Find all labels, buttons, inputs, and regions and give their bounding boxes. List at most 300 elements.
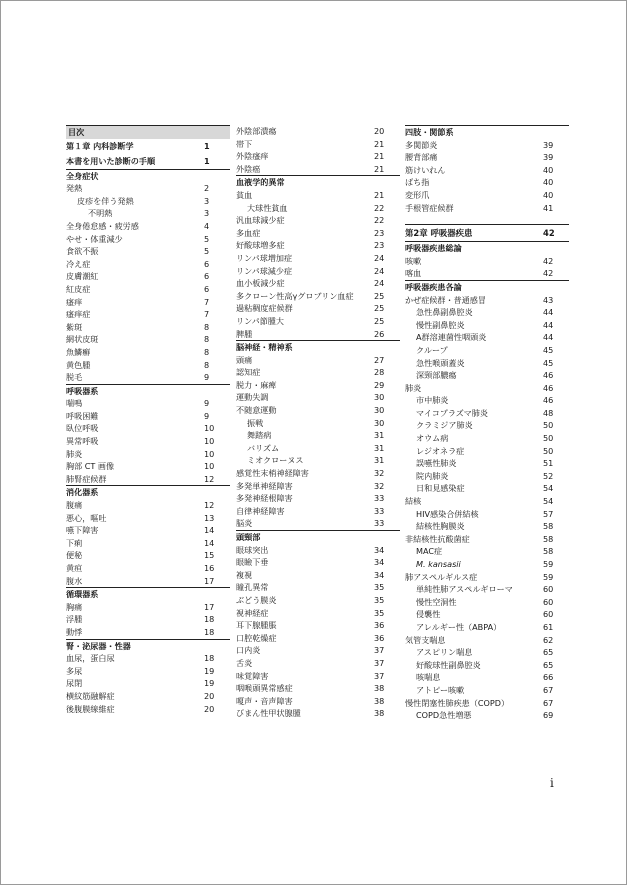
toc-entry-title: 耳下腺腫脹 — [236, 620, 277, 631]
toc-entry — [236, 492, 400, 505]
toc-entry-page: 20 — [374, 126, 385, 136]
toc-entry — [66, 460, 230, 473]
toc-subentry — [236, 429, 400, 442]
toc-entry-title: 嗄声・音声障害 — [236, 695, 293, 706]
toc-entry-title: 目次 — [68, 127, 85, 137]
toc-entry-title: 大球性貧血 — [247, 202, 288, 213]
toc-entry-title: バリズム — [247, 442, 280, 453]
toc-entry-page: 21 — [374, 189, 385, 200]
toc-entry-page: 35 — [374, 582, 385, 593]
toc-entry — [236, 556, 400, 569]
toc-entry — [66, 613, 230, 626]
toc-subentry — [405, 596, 569, 609]
toc-entry-title: 院内肺炎 — [416, 470, 449, 481]
toc-entry-title: 消化器系 — [66, 487, 99, 498]
page-number: i — [550, 776, 554, 790]
toc-entry — [236, 379, 400, 392]
toc-entry-page: 23 — [374, 227, 385, 238]
toc-entry-page: 20 — [204, 690, 215, 701]
toc-entry-page: 29 — [374, 379, 385, 390]
toc-entry-title: 黄疸 — [66, 563, 83, 573]
toc-entry — [405, 571, 569, 584]
toc-entry-title: 魚鱗癬 — [66, 346, 91, 357]
toc-entry-title: 慢性副鼻腔炎 — [416, 319, 465, 330]
toc-entry-title: 口内炎 — [236, 645, 261, 656]
toc-entry-title: 単純性肺アスペルギローマ — [416, 584, 513, 595]
toc-entry-title: 腹水 — [66, 575, 83, 586]
toc-entry-page: 18 — [204, 626, 215, 637]
toc-entry — [66, 448, 230, 461]
toc-section-heading — [236, 340, 400, 354]
toc-entry-title: 慢性空洞性 — [416, 596, 457, 607]
toc-entry-title: 帯下 — [236, 138, 253, 149]
toc-section-heading — [66, 384, 230, 398]
toc-entry-title: 頭痛 — [236, 354, 253, 365]
toc-entry-page: 34 — [374, 557, 385, 568]
toc-subentry — [405, 445, 569, 458]
toc-entry — [66, 397, 230, 410]
toc-entry-page: 15 — [204, 550, 215, 561]
toc-entry-page: 31 — [374, 455, 385, 466]
toc-entry-page: 30 — [374, 392, 385, 403]
toc-entry-title: 瘙痒 — [66, 296, 83, 307]
toc-entry-title: 運動失調 — [236, 392, 269, 403]
toc-entry-page: 22 — [374, 202, 385, 213]
toc-section-heading — [405, 241, 569, 255]
toc-entry-title: 急性鼻副鼻腔炎 — [416, 307, 473, 318]
toc-entry-page: 25 — [374, 290, 385, 301]
toc-entry — [236, 315, 400, 328]
toc-entry-page: 19 — [204, 665, 215, 676]
toc-entry-page: 46 — [543, 370, 554, 381]
toc-entry-page: 10 — [204, 423, 215, 434]
toc-entry-page: 65 — [543, 659, 554, 670]
toc-entry — [236, 632, 400, 645]
toc-entry-title: リンパ球増加症 — [236, 252, 293, 263]
toc-section-heading — [66, 169, 230, 183]
toc-entry — [66, 233, 230, 246]
toc-entry-title: 肺炎 — [66, 448, 83, 459]
toc-entry-page: 6 — [204, 271, 210, 282]
toc-entry-title: 循環器系 — [66, 589, 99, 600]
toc-entry — [236, 682, 400, 695]
toc-subentry — [405, 319, 569, 332]
toc-entry-title: びまん性甲状腺腫 — [236, 708, 301, 719]
toc-entry-page: 66 — [543, 672, 554, 683]
toc-entry-title: 脱力・麻痺 — [236, 379, 277, 390]
toc-entry — [66, 220, 230, 233]
toc-entry-page: 24 — [374, 252, 385, 263]
toc-entry-title: 多血症 — [236, 227, 261, 238]
toc-entry-title: 呼吸困難 — [66, 410, 99, 421]
toc-entry-page: 69 — [543, 710, 554, 721]
toc-entry — [405, 176, 569, 189]
toc-entry-title: 皮疹を伴う発熱 — [77, 195, 134, 206]
toc-entry-page: 21 — [374, 138, 385, 149]
toc-entry — [236, 277, 400, 290]
toc-title — [66, 125, 230, 139]
toc-entry-title: 外陰部潰瘍 — [236, 126, 277, 136]
toc-entry-title: 不随意運動 — [236, 405, 277, 416]
toc-subentry — [66, 207, 230, 220]
toc-entry — [236, 695, 400, 708]
toc-entry-title: アスピリン喘息 — [416, 647, 473, 658]
toc-entry — [236, 594, 400, 607]
toc-entry-page: 26 — [374, 328, 385, 339]
toc-entry — [405, 151, 569, 164]
toc-entry-title: 脳神経・精神系 — [236, 342, 293, 353]
toc-entry-title: 誤嚥性肺炎 — [416, 458, 457, 469]
toc-entry — [66, 182, 230, 195]
toc-entry-title: 下痢 — [66, 537, 83, 548]
toc-entry — [66, 473, 230, 486]
toc-entry-title: クラミジア肺炎 — [416, 420, 473, 431]
toc-entry — [66, 359, 230, 372]
toc-entry-title: 筋けいれん — [405, 164, 446, 175]
toc-entry — [236, 391, 400, 404]
toc-entry — [66, 422, 230, 435]
toc-entry — [66, 296, 230, 309]
toc-entry-page: 24 — [374, 265, 385, 276]
toc-entry-page: 1 — [204, 155, 210, 166]
toc-entry-title: 脾腫 — [236, 328, 253, 339]
toc-entry-page: 19 — [204, 678, 215, 689]
toc-entry-page: 5 — [204, 233, 210, 244]
toc-entry-page: 18 — [204, 653, 215, 664]
toc-entry-page: 12 — [204, 473, 215, 484]
toc-entry-page: 50 — [543, 445, 554, 456]
toc-entry-title: オウム病 — [416, 433, 449, 444]
toc-entry-page: 28 — [374, 367, 385, 378]
toc-entry-page: 58 — [543, 546, 554, 557]
toc-section-heading — [405, 125, 569, 139]
toc-entry-page: 8 — [204, 359, 210, 370]
toc-entry-page: 6 — [204, 283, 210, 294]
toc-entry — [236, 707, 400, 720]
toc-entry-page: 17 — [204, 601, 215, 612]
toc-entry — [66, 258, 230, 271]
toc-entry-title: 瞳孔異常 — [236, 582, 269, 593]
toc-entry-page: 12 — [204, 500, 215, 511]
toc-entry-page: 59 — [543, 571, 554, 582]
toc-entry-page: 1 — [204, 140, 210, 151]
toc-entry-title: リンパ球減少症 — [236, 265, 293, 276]
toc-entry — [236, 544, 400, 557]
toc-section-heading — [66, 485, 230, 499]
toc-entry-title: ミオクローヌス — [247, 455, 304, 466]
toc-entry-page: 30 — [374, 405, 385, 416]
toc-entry-page: 58 — [543, 521, 554, 532]
toc-entry-page: 38 — [374, 708, 385, 719]
toc-entry-title: 胸痛 — [66, 601, 83, 612]
toc-entry-page: 50 — [543, 420, 554, 431]
toc-entry-title: やせ・体重減少 — [66, 233, 123, 244]
toc-entry — [405, 697, 569, 710]
toc-entry-page: 7 — [204, 296, 210, 307]
toc-entry-title: 紅皮症 — [66, 283, 91, 294]
toc-entry — [236, 644, 400, 657]
toc-entry-page: 21 — [374, 163, 385, 174]
toc-entry-title: 血液学的異常 — [236, 177, 285, 188]
toc-entry-page: 58 — [543, 533, 554, 544]
toc-subentry — [405, 520, 569, 533]
toc-entry — [236, 227, 400, 240]
toc-entry-title: 外陰瘙痒 — [236, 151, 269, 162]
toc-entry-title: 舌炎 — [236, 657, 253, 668]
toc-entry-page: 30 — [374, 417, 385, 428]
toc-entry-title: 悪心，嘔吐 — [66, 512, 107, 523]
toc-entry-title: アレルギー性（ABPA） — [416, 621, 502, 632]
toc-entry-page: 35 — [374, 594, 385, 605]
toc-subentry — [405, 583, 569, 596]
toc-entry-title: M. kansasii — [416, 559, 461, 569]
toc-entry — [66, 626, 230, 639]
toc-entry-title: 眼瞼下垂 — [236, 557, 269, 568]
toc-entry — [405, 255, 569, 268]
toc-entry-title: 舞踏病 — [247, 430, 272, 441]
toc-entry-page: 33 — [374, 518, 385, 529]
toc-entry-page: 46 — [543, 395, 554, 406]
toc-entry-title: 眼球突出 — [236, 544, 269, 555]
toc-entry-title: 食欲不振 — [66, 246, 99, 257]
toc-entry — [66, 562, 230, 575]
toc-entry — [66, 512, 230, 525]
toc-subentry — [236, 454, 400, 467]
toc-entry — [66, 245, 230, 258]
toc-entry-page: 17 — [204, 575, 215, 586]
toc-entry-title: 臥位呼吸 — [66, 423, 99, 434]
toc-entry-title: 気管支喘息 — [405, 634, 446, 645]
toc-entry — [66, 537, 230, 550]
toc-chapter — [66, 154, 230, 169]
toc-entry — [236, 138, 400, 151]
toc-entry-title: 認知症 — [236, 367, 261, 378]
toc-entry-page: 39 — [543, 152, 554, 163]
toc-entry-page: 6 — [204, 258, 210, 269]
toc-subentry — [405, 482, 569, 495]
toc-entry-page: 42 — [543, 255, 554, 266]
toc-entry-title: 結核性胸膜炎 — [416, 521, 465, 532]
toc-entry — [236, 163, 400, 176]
toc-subentry — [405, 659, 569, 672]
toc-entry-title: 腰背部痛 — [405, 152, 438, 163]
toc-entry-page: 18 — [204, 614, 215, 625]
toc-entry-page: 27 — [374, 354, 385, 365]
toc-entry-title: 脳炎 — [236, 518, 253, 529]
toc-entry-page: 8 — [204, 346, 210, 357]
toc-entry-page: 45 — [543, 344, 554, 355]
toc-subentry — [405, 306, 569, 319]
toc-subentry — [405, 344, 569, 357]
toc-entry — [66, 690, 230, 703]
toc-entry — [236, 125, 400, 138]
toc-entry — [236, 517, 400, 530]
toc-entry-title: 肺炎 — [405, 382, 422, 393]
toc-entry-title: HIV感染合併結核 — [416, 508, 479, 519]
toc-entry-page: 13 — [204, 512, 215, 523]
toc-entry-page: 59 — [543, 559, 554, 569]
toc-entry — [236, 290, 400, 303]
toc-section-heading — [236, 175, 400, 189]
toc-entry-page: 38 — [374, 683, 385, 694]
toc-entry-page: 3 — [204, 195, 210, 206]
toc-entry-title: 便秘 — [66, 550, 83, 561]
toc-entry-page: 37 — [374, 645, 385, 656]
toc-subentry — [236, 202, 400, 215]
toc-entry-title: 侵襲性 — [416, 609, 441, 620]
toc-column-1 — [66, 125, 230, 715]
toc-entry-title: 口腔乾燥症 — [236, 632, 277, 643]
toc-subentry — [405, 357, 569, 370]
toc-entry-page: 9 — [204, 410, 210, 421]
toc-entry — [236, 252, 400, 265]
toc-entry-page: 33 — [374, 493, 385, 504]
toc-entry-title: 網状皮斑 — [66, 334, 99, 345]
toc-entry-title: 皮膚潮紅 — [66, 271, 99, 282]
toc-entry-title: 腎・泌尿器・性器 — [66, 640, 131, 651]
toc-entry-page: 57 — [543, 508, 554, 519]
toc-entry-title: 多発単神経障害 — [236, 480, 293, 491]
toc-entry — [236, 404, 400, 417]
toc-entry-title: 呼吸器系 — [66, 385, 99, 396]
toc-entry-title: 紫斑 — [66, 321, 83, 332]
toc-subentry — [405, 432, 569, 445]
toc-entry-page: 40 — [543, 189, 554, 200]
toc-entry-title: クループ — [416, 344, 448, 355]
toc-entry-page: 40 — [543, 164, 554, 175]
toc-entry-title: 異常呼吸 — [66, 436, 99, 447]
toc-entry-page: 44 — [543, 307, 554, 318]
toc-entry-title: 第2章 呼吸器疾患 — [405, 228, 473, 239]
toc-section-heading — [236, 530, 400, 544]
toc-entry-page: 50 — [543, 433, 554, 444]
toc-entry — [405, 139, 569, 152]
toc-subentry — [405, 709, 569, 722]
toc-entry-page: 43 — [543, 294, 554, 305]
toc-subentry — [236, 417, 400, 430]
toc-entry-title: A群溶連菌性咽頭炎 — [416, 332, 487, 343]
toc-entry — [405, 267, 569, 280]
toc-entry — [236, 581, 400, 594]
toc-entry — [66, 371, 230, 384]
toc-entry-title: 慢性閉塞性肺疾患（COPD） — [405, 697, 510, 708]
toc-entry — [66, 549, 230, 562]
toc-entry-title: 振戦 — [247, 417, 264, 428]
toc-entry — [236, 657, 400, 670]
toc-entry-title: 複視 — [236, 569, 253, 580]
toc-entry-title: 四肢・関節系 — [405, 127, 454, 137]
toc-entry-title: 視神経症 — [236, 607, 269, 618]
toc-entry — [236, 480, 400, 493]
toc-entry-title: 過粘稠度症候群 — [236, 303, 293, 314]
toc-entry-title: 腹痛 — [66, 500, 83, 511]
toc-entry — [236, 670, 400, 683]
toc-entry-page: 8 — [204, 334, 210, 345]
toc-entry-page: 39 — [543, 139, 554, 150]
toc-entry — [66, 435, 230, 448]
toc-entry-page: 20 — [204, 703, 215, 714]
toc-section-heading — [66, 639, 230, 653]
toc-entry-page: 38 — [374, 695, 385, 706]
toc-entry-title: 尿閉 — [66, 678, 83, 689]
toc-entry — [236, 150, 400, 163]
toc-entry-title: 横紋筋融解症 — [66, 690, 115, 701]
toc-entry-page: 14 — [204, 537, 215, 548]
toc-entry-title: 喘鳴 — [66, 398, 83, 409]
toc-entry-page: 36 — [374, 632, 385, 643]
toc-entry-page: 10 — [204, 461, 215, 472]
toc-entry — [66, 652, 230, 665]
toc-subentry — [405, 558, 569, 571]
toc-entry-title: リンパ節腫大 — [236, 315, 284, 326]
toc-entry-page: 32 — [374, 480, 385, 491]
toc-entry-title: COPD急性増悪 — [416, 710, 472, 721]
toc-entry-title: 好酸球性副鼻腔炎 — [416, 659, 481, 670]
toc-entry-page: 60 — [543, 609, 554, 620]
toc-subentry — [405, 394, 569, 407]
toc-entry-title: 冷え症 — [66, 258, 91, 269]
toc-entry-title: 感覚性末梢神経障害 — [236, 468, 309, 479]
toc-entry-page: 60 — [543, 596, 554, 607]
toc-entry — [66, 308, 230, 321]
toc-entry — [405, 202, 569, 215]
toc-entry-title: 貧血 — [236, 189, 253, 200]
toc-entry-title: 自律神経障害 — [236, 505, 285, 516]
toc-entry-page: 42 — [543, 268, 554, 279]
toc-subentry — [405, 671, 569, 684]
toc-entry — [236, 189, 400, 202]
toc-entry-page: 46 — [543, 382, 554, 393]
toc-entry-title: 日和見感染症 — [416, 483, 465, 494]
toc-entry-title: 咳嗽 — [405, 255, 422, 266]
toc-subentry — [405, 369, 569, 382]
toc-entry-title: 多尿 — [66, 665, 83, 676]
toc-entry-title: 喀血 — [405, 268, 422, 279]
toc-entry-page: 44 — [543, 319, 554, 330]
toc-entry — [66, 575, 230, 588]
toc-entry-title: かぜ症候群・普通感冒 — [405, 294, 486, 305]
toc-entry-page: 67 — [543, 684, 554, 695]
toc-entry-title: 本書を用いた診断の手順 — [66, 155, 156, 166]
toc-entry-title: 不明熱 — [88, 208, 113, 219]
toc-entry-page: 34 — [374, 544, 385, 555]
toc-entry-title: 頭頸部 — [236, 532, 261, 542]
toc-entry-title: 手根管症候群 — [405, 202, 454, 213]
toc-entry — [236, 354, 400, 367]
toc-entry — [66, 601, 230, 614]
toc-entry-page: 25 — [374, 303, 385, 314]
toc-subentry — [405, 608, 569, 621]
toc-entry-title: 深頸部膿瘍 — [416, 370, 457, 381]
toc-subentry — [236, 442, 400, 455]
toc-entry — [66, 524, 230, 537]
toc-entry-title: レジオネラ症 — [416, 445, 465, 456]
toc-entry-page: 36 — [374, 620, 385, 631]
toc-entry-title: 変形爪 — [405, 189, 430, 200]
toc-entry — [405, 294, 569, 307]
toc-entry-title: 脱毛 — [66, 372, 83, 383]
toc-entry — [236, 366, 400, 379]
toc-entry-page: 44 — [543, 332, 554, 343]
toc-entry — [405, 634, 569, 647]
toc-entry — [66, 333, 230, 346]
toc-entry-title: 全身症状 — [66, 170, 99, 181]
toc-chapter — [405, 224, 569, 241]
toc-entry-title: 第１章 内科診断学 — [66, 140, 134, 151]
toc-entry-page: 61 — [543, 621, 554, 632]
toc-entry-title: 咳喘息 — [416, 672, 441, 683]
toc-entry-title: 汎血球減少症 — [236, 215, 285, 226]
